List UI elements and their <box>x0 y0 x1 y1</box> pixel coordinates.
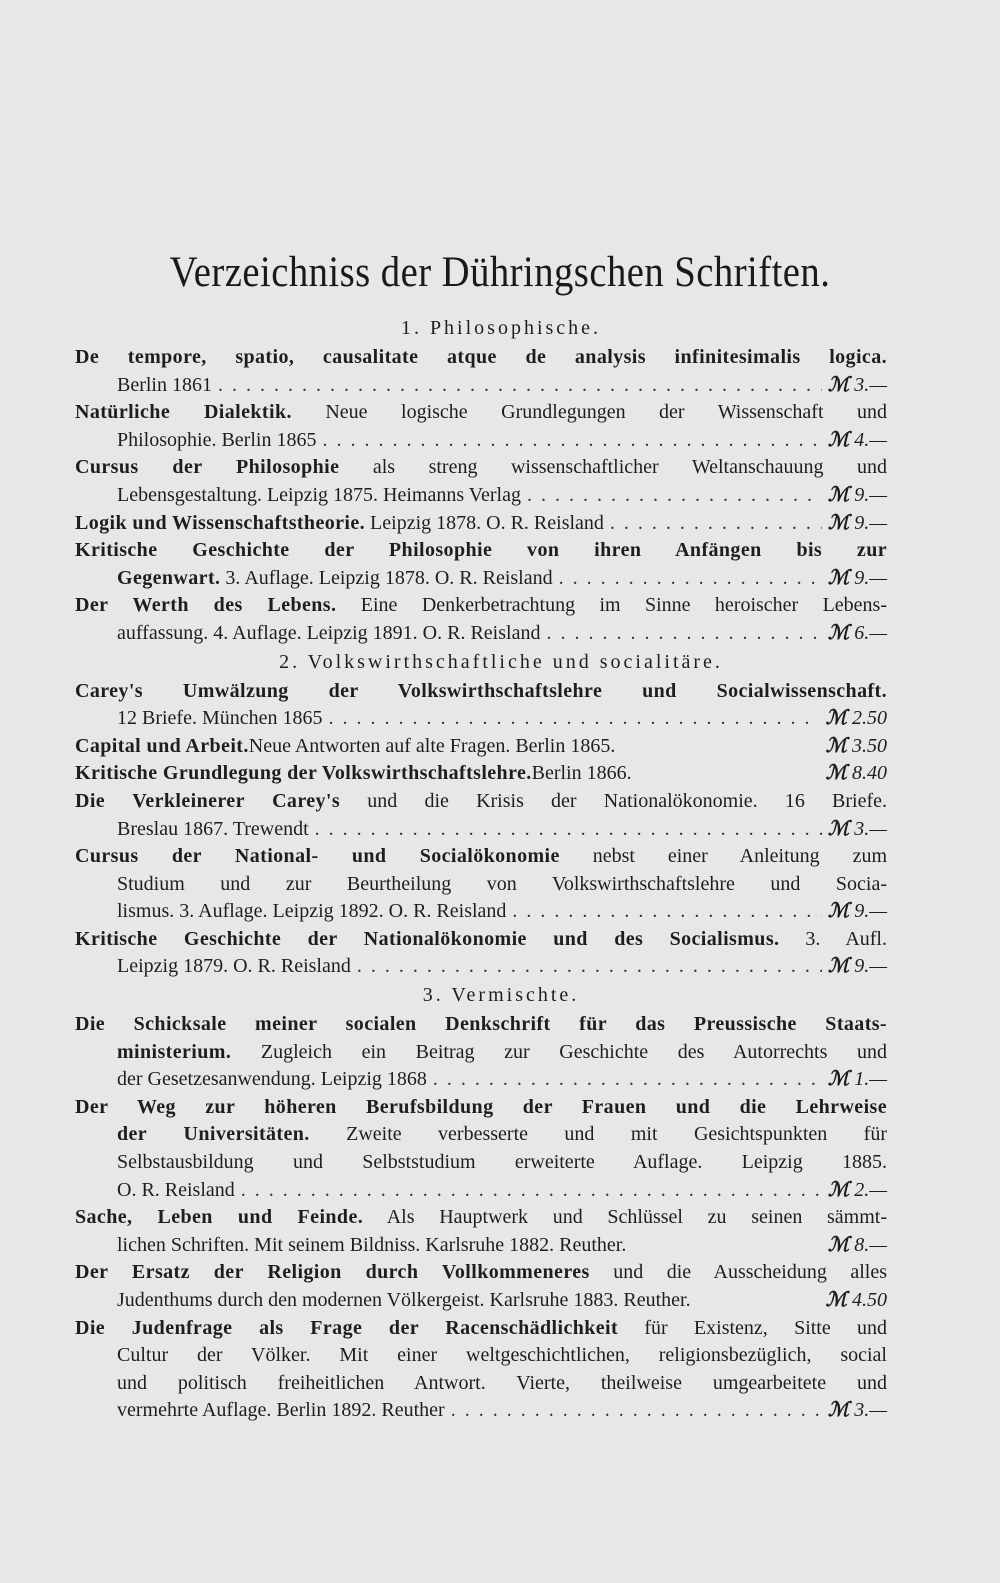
entry-text: Leipzig 1878. O. R. Reisland <box>370 511 604 534</box>
bibliography-entry <box>75 1011 887 1094</box>
entry-line <box>75 1232 887 1260</box>
leader-dots <box>241 1177 822 1205</box>
price-value: 9.— <box>854 566 887 589</box>
entry-text: O. R. Reisland <box>117 1178 235 1201</box>
entry-line <box>75 1177 887 1205</box>
entry-text: Cultur der Völker. Mit einer weltgeschichtlichen, religionsbezüglich, social <box>117 1344 887 1367</box>
leader-dots <box>315 816 822 844</box>
entry-line <box>75 1011 887 1039</box>
entry-text: auffassung. 4. Auflage. Leipzig 1891. O. R. Reisland <box>117 621 541 644</box>
entry-text: Philosophie. Berlin 1865 <box>117 428 317 451</box>
bibliography-entry <box>75 926 887 981</box>
entry-text: für Existenz, Sitte und <box>644 1316 888 1339</box>
bibliography-entry <box>75 678 887 733</box>
section-heading: 3. Vermischte. <box>422 984 580 1007</box>
currency-mark: ℳ <box>827 428 855 451</box>
entry-line <box>75 871 887 899</box>
leader-dots <box>218 372 822 400</box>
currency-mark: ℳ <box>827 1068 855 1091</box>
entry-text: Berlin 1866. <box>531 762 632 785</box>
price-value: 9.— <box>854 483 887 506</box>
entry-line <box>75 399 887 427</box>
section-heading: 2. Volkswirthschaftliche und socialitäre. <box>279 650 723 673</box>
entry-title: Kritische Geschichte der Nationalökonomie und des Socialismus. <box>75 927 780 950</box>
currency-mark: ℳ <box>827 621 855 644</box>
currency-mark: ℳ <box>827 1178 855 1201</box>
price-value: 1.— <box>854 1068 887 1091</box>
bibliography-entry <box>75 1204 887 1259</box>
entry-line <box>75 788 887 816</box>
price <box>828 1397 887 1425</box>
page-title: Verzeichniss der Dühringschen Schriften. <box>169 249 831 296</box>
entry-title: Kritische Grundlegung der Volkswirthschaftslehre. <box>75 762 532 785</box>
entry-text: als streng wissenschaftlicher Weltanschauung und <box>372 456 888 479</box>
price <box>828 1066 887 1094</box>
entry-line <box>75 537 887 565</box>
entry-line <box>75 1094 887 1122</box>
bibliography-entry <box>75 344 887 399</box>
entry-text: Neue logische Grundlegungen der Wissenschaft und <box>325 401 888 424</box>
bibliography-entry <box>75 733 887 761</box>
entry-text: Zugleich ein Beitrag zur Geschichte des Autorrechts und <box>260 1040 888 1063</box>
entry-title: Carey's Umwälzung der Volkswirthschaftslehre und Socialwissenschaft. <box>75 679 887 702</box>
bibliography-entry <box>75 510 887 538</box>
entry-title: Der Ersatz der Religion durch Vollkommeneres <box>75 1261 590 1284</box>
leader-dots <box>451 1397 822 1425</box>
entry-text: Selbstausbildung und Selbststudium erweiterte Auflage. Leipzig 1885. <box>117 1151 887 1174</box>
price-value: 2.50 <box>852 707 887 730</box>
entry-line <box>75 1259 887 1287</box>
entry-title: Natürliche Dialektik. <box>75 401 292 424</box>
entry-line <box>75 733 887 761</box>
entry-line <box>75 705 887 733</box>
price <box>828 816 887 844</box>
entry-text: Studium und zur Beurtheilung von Volkswirthschaftslehre und Socia- <box>117 872 887 895</box>
price <box>826 1287 887 1315</box>
entry-text: nebst einer Anleitung zum <box>592 845 888 868</box>
entry-line <box>75 898 887 926</box>
entry-text: Zweite verbesserte und mit Gesichtspunkten für <box>346 1123 887 1146</box>
entry-line <box>75 510 887 538</box>
price <box>828 565 887 593</box>
entry-line <box>75 620 887 648</box>
price-value: 8.40 <box>852 762 887 785</box>
currency-mark: ℳ <box>825 707 852 730</box>
price-value: 8.— <box>854 1233 887 1256</box>
price-value: 4.50 <box>852 1289 887 1311</box>
bibliography-entry <box>75 1259 887 1314</box>
entry-title: Sache, Leben und Feinde. <box>75 1206 364 1229</box>
entry-line <box>75 1204 887 1232</box>
entry-text: 3. Aufl. <box>805 927 887 950</box>
price-value: 2.— <box>854 1178 887 1201</box>
entry-title: Die Verkleinerer Carey's <box>75 789 341 812</box>
currency-mark: ℳ <box>825 1289 852 1311</box>
price <box>828 372 887 400</box>
entry-text: lismus. 3. Auflage. Leipzig 1892. O. R. Reisland <box>117 900 507 923</box>
price-value: 3.— <box>854 817 887 840</box>
entry-text: vermehrte Auflage. Berlin 1892. Reuther <box>117 1399 445 1422</box>
entry-text: Neue Antworten auf alte Fragen. Berlin 1865. <box>248 734 616 757</box>
bibliography-entry <box>75 843 887 926</box>
price-value: 9.— <box>854 511 887 534</box>
price <box>828 1177 887 1205</box>
price <box>828 898 887 926</box>
price-value: 4.— <box>854 428 887 451</box>
entry-line <box>75 1066 887 1094</box>
entry-line <box>75 678 887 706</box>
entry-line <box>75 454 887 482</box>
entry-text: der Gesetzesanwendung. Leipzig 1868 <box>117 1068 427 1091</box>
entry-text: und die Ausscheidung alles <box>613 1261 887 1284</box>
entry-line <box>75 1342 887 1370</box>
entry-text: Leipzig 1879. O. R. Reisland <box>117 955 351 978</box>
entry-text: lichen Schriften. Mit seinem Bildniss. Karlsruhe 1882. Reuther. <box>117 1233 627 1256</box>
entry-text: Berlin 1861 <box>117 373 212 396</box>
currency-mark: ℳ <box>825 734 852 757</box>
entry-line <box>75 843 887 871</box>
leader-dots <box>527 482 822 510</box>
entry-line <box>75 1315 887 1343</box>
entry-title: ministerium. <box>117 1040 232 1063</box>
leader-dots <box>546 620 821 648</box>
price-value: 3.50 <box>852 734 887 757</box>
currency-mark: ℳ <box>827 900 855 923</box>
price <box>826 705 887 733</box>
leader-dots <box>329 705 820 733</box>
currency-mark: ℳ <box>827 955 855 978</box>
entry-line <box>75 1287 887 1315</box>
entry-title: Capital und Arbeit. <box>75 734 249 757</box>
leader-dots <box>322 427 821 455</box>
entry-text: Lebensgestaltung. Leipzig 1875. Heimanns Verlag <box>117 483 521 506</box>
bibliography-entry <box>75 537 887 592</box>
entry-line <box>75 344 887 372</box>
currency-mark: ℳ <box>827 1399 855 1422</box>
price-value: 6.— <box>854 621 887 644</box>
price-value: 9.— <box>854 900 887 923</box>
entry-text: Judenthums durch den modernen Völkergeist. Karlsruhe 1883. Reuther. <box>117 1289 691 1311</box>
currency-mark: ℳ <box>827 373 855 396</box>
entry-line <box>75 592 887 620</box>
entry-text: 3. Auflage. Leipzig 1878. O. R. Reisland <box>225 566 553 589</box>
entry-line <box>75 1397 887 1425</box>
bibliography-entry <box>75 1315 887 1425</box>
price <box>828 427 887 455</box>
entry-line <box>75 372 887 400</box>
entry-line <box>75 1149 887 1177</box>
leader-dots <box>433 1066 822 1094</box>
entry-title: Logik und Wissenschaftstheorie. <box>75 511 366 534</box>
entry-line <box>75 1370 887 1398</box>
currency-mark: ℳ <box>827 566 855 589</box>
entry-text: und die Krisis der Nationalökonomie. 16 Briefe. <box>367 789 887 812</box>
section-heading: 1. Philosophische. <box>400 317 602 339</box>
entry-title: der Universitäten. <box>117 1123 310 1146</box>
leader-dots <box>559 565 822 593</box>
bibliography-entry <box>75 1094 887 1204</box>
entry-line <box>75 1039 887 1067</box>
price <box>828 953 887 981</box>
entry-line <box>75 482 887 510</box>
currency-mark: ℳ <box>825 762 852 785</box>
entry-line <box>75 953 887 981</box>
price <box>826 760 887 788</box>
entry-title: Der Werth des Lebens. <box>75 594 337 617</box>
price-value: 3.— <box>854 373 887 396</box>
entry-line <box>75 1121 887 1149</box>
price <box>828 620 887 648</box>
bibliography-entry <box>75 399 887 454</box>
entry-line <box>75 816 887 844</box>
entry-text: Als Hauptwerk und Schlüssel zu seinen sämmt- <box>386 1206 887 1229</box>
entry-text: Breslau 1867. Trewendt <box>117 817 309 840</box>
price-value: 9.— <box>854 955 887 978</box>
currency-mark: ℳ <box>827 817 855 840</box>
entry-text: und politisch freiheitlichen Antwort. Vierte, theilweise umgearbeitete und <box>117 1371 887 1394</box>
entry-title: Cursus der National- und Socialökonomie <box>75 845 560 868</box>
price <box>828 510 887 538</box>
price-value: 3.— <box>854 1399 887 1422</box>
price <box>826 733 887 761</box>
entry-line <box>75 565 887 593</box>
bibliography-list <box>75 314 887 1425</box>
leader-dots <box>357 953 822 981</box>
currency-mark: ℳ <box>827 511 855 534</box>
entry-text: Eine Denkerbetrachtung im Sinne heroischer Lebens- <box>360 594 888 617</box>
bibliography-entry <box>75 592 887 647</box>
currency-mark: ℳ <box>827 483 855 506</box>
entry-title: Gegenwart. <box>117 566 221 589</box>
bibliography-entry <box>75 788 887 843</box>
entry-title: Die Judenfrage als Frage der Racenschädlichkeit <box>75 1316 619 1339</box>
entry-title: Kritische Geschichte der Philosophie von ihren Anfängen bis zur <box>75 539 887 562</box>
leader-dots <box>610 510 822 538</box>
price <box>828 1232 887 1260</box>
entry-title: Cursus der Philosophie <box>75 456 340 479</box>
bibliography-entry <box>75 454 887 509</box>
entry-title: Der Weg zur höheren Berufsbildung der Frauen und die Lehrweise <box>75 1095 887 1118</box>
entry-line <box>75 427 887 455</box>
leader-dots <box>512 898 821 926</box>
entry-line <box>75 926 887 954</box>
currency-mark: ℳ <box>827 1233 855 1256</box>
entry-title: Die Schicksale meiner socialen Denkschrift für das Preussische Staats- <box>75 1013 887 1036</box>
entry-title: De tempore, spatio, causalitate atque de analysis infinitesimalis logica. <box>75 346 887 368</box>
price <box>828 482 887 510</box>
entry-text: 12 Briefe. München 1865 <box>117 707 323 730</box>
bibliography-entry <box>75 760 887 788</box>
entry-line <box>75 760 887 788</box>
